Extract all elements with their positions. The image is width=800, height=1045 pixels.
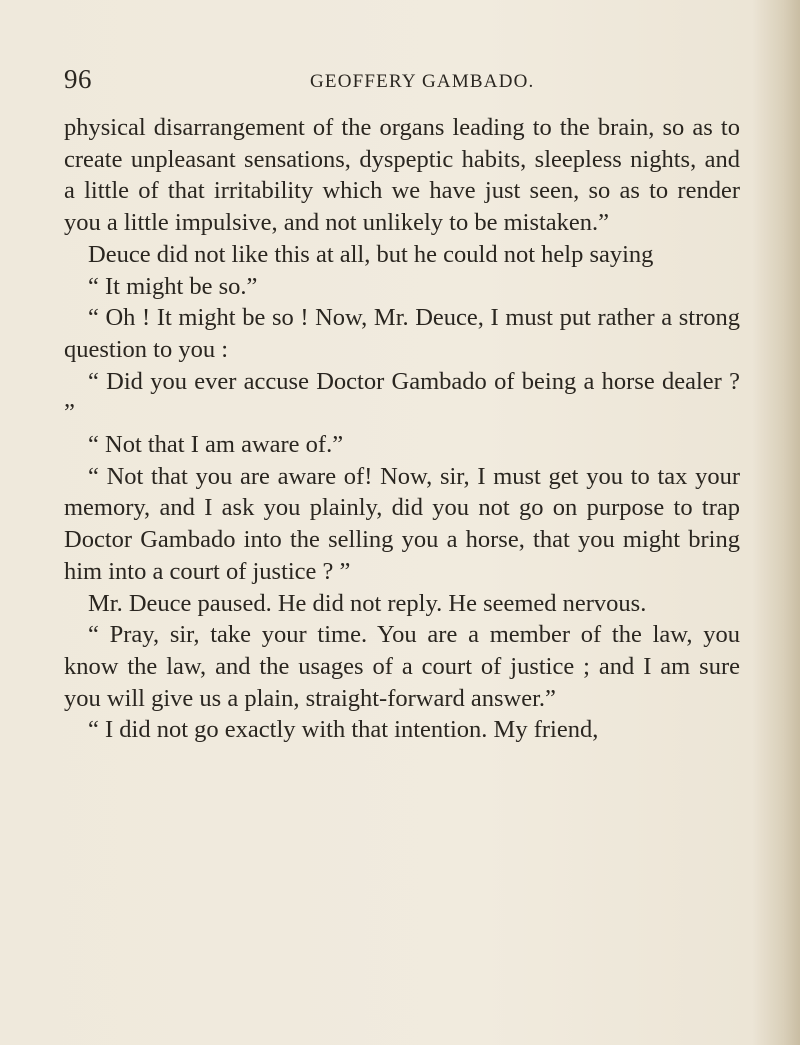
body-text: [64, 112, 740, 746]
paragraph: Mr. Deuce paused. He did not reply. He seemed nervous.: [88, 589, 647, 617]
paragraph: Deuce did not like this at all, but he could not help saying: [88, 240, 654, 268]
paragraph: “ I did not go exactly with that intention. My friend,: [88, 716, 599, 744]
paragraph: physical disarrangement of the organs leading to the brain, so as to create unpleasant sensations, dyspeptic habits, sleepless nights, and a little of that irritability which we have just seen, so as to render you a little impulsive, and not unlikely to be mistaken.”: [64, 114, 740, 237]
paragraph: “ Oh ! It might be so ! Now, Mr. Deuce, I must put rather a strong question to you :: [64, 304, 740, 363]
paragraph: “ Not that you are aware of! Now, sir, I must get you to tax your memory, and I ask you plainly, did you not go on purpose to trap Doctor Gambado into the selling you a horse, that you might bring him into a court of justice ? ”: [64, 462, 740, 585]
running-head: GEOFFERY GAMBADO.: [310, 71, 535, 92]
paragraph: “ Not that I am aware of.”: [88, 431, 344, 459]
paragraph: “ Did you ever accuse Doctor Gambado of being a horse dealer ? ”: [64, 367, 740, 427]
paragraph: “ It might be so.”: [88, 272, 258, 300]
page-number: 96: [64, 64, 92, 94]
page-header: [64, 64, 744, 100]
paragraph: “ Pray, sir, take your time. You are a member of the law, you know the law, and the usages of a court of justice ; and I am sure you will give us a plain, straight-forward answer.”: [64, 621, 740, 712]
